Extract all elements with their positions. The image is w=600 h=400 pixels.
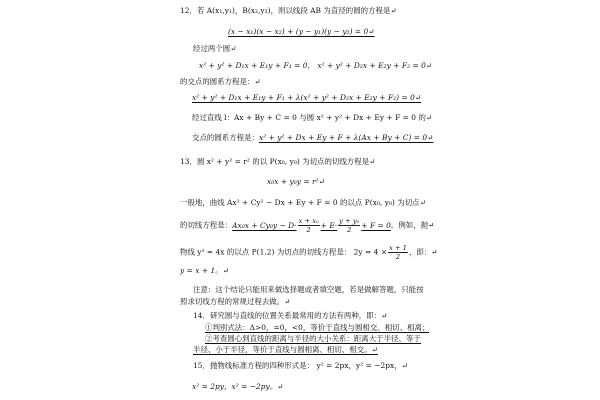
circle-system-equation-text: x² + y² + D₁x + E₁y + F₁ + λ(x² + y² + D₂x + E₂y + F₂) = 0↵ (192, 93, 422, 102)
item-14-method-2-text-1: ②考查圆心到直线的距离与半径的大小关系：距离大于半径、等于 (205, 334, 421, 343)
general-tangent-part-c: + F = 0 (361, 220, 391, 230)
general-tangent-label: 的切线方程是： (180, 220, 233, 230)
fraction-x-x0-denominator: 2 (306, 226, 311, 234)
parabola-tangent-result: y = x + 1。↵ (180, 266, 229, 275)
fraction-y-y0-numerator: y + y₀ (339, 217, 360, 225)
fraction-y-y0-denominator: 2 (347, 226, 352, 234)
item-14-method-1 (205, 323, 429, 332)
fraction-x-x0 (298, 217, 320, 234)
fraction-x-plus-1-denominator: 2 (395, 253, 401, 261)
fraction-x-plus-1 (388, 244, 408, 261)
item-15-heading: 15．抛物线标准方程的四种形式是： y² = 2px，y² = −2px，↵ (193, 361, 408, 370)
fraction-x-plus-1-numerator: x + 1 (389, 244, 407, 252)
circle-diameter-equation-text: (x − x₁)(x − x₂) + (y − y₁)(y − y₂) = 0↵ (228, 27, 375, 36)
fraction-y-y0 (338, 217, 360, 234)
item-14-method-2-text-2: 半径、小于半径，等价于直线与圆相离、相切、相交。↵ (193, 345, 378, 354)
general-tangent-line (180, 217, 434, 234)
parabola-example-text: 物线 y² = 4x 的以点 P(1,2) 为切点的切线方程是： 2y = 4 × (180, 247, 388, 257)
item-14-heading: 14．研究圆与直线的位置关系最常用的方法有两种，即：↵ (193, 311, 388, 320)
general-tangent-formula (232, 217, 391, 234)
line-circle-system-label: 交点的圆系方程是： (192, 133, 259, 142)
item-14-method-1-text: ①判别式法：Δ>0，=0，<0，等价于直线与圆相交、相切、相离； (205, 323, 430, 332)
general-tangent-part-a: Ax₀x + Cy₀y − D· (232, 220, 297, 230)
circle-system-equation (192, 93, 421, 102)
item-14-method-2-line-2 (193, 345, 378, 354)
item-13-heading: 13．圆 x² + y² = r² 的以 P(x₀, y₀) 为切点的切线方程是↵ (180, 157, 376, 166)
line-circle-sentence: 经过直线 l：Ax + By + C = 0 与圆 x² + y² + Dx + Ey + F = 0 的↵ (192, 113, 433, 122)
two-circles-label: 经过两个圆↵ (193, 44, 237, 53)
circle-diameter-equation (228, 27, 375, 36)
general-tangent-part-b: + E· (320, 220, 338, 230)
note-line-2: 照求切线方程的常规过程去做。↵ (180, 297, 291, 306)
general-tangent-example-lead: 。例如，抛↵ (390, 220, 435, 230)
parabola-example-line (180, 244, 438, 261)
item-12-heading: 12．若 A(x₁,y₁)，B(x₂,y₂)，则以线段 AB 为直径的圆的方程是↵ (180, 6, 397, 15)
circle-system-label: 的交点的圆系方程是：↵ (180, 77, 261, 86)
item-14-method-2-line-1 (205, 334, 421, 343)
line-circle-system (192, 133, 433, 142)
two-circles-equations: x² + y² + D₁x + E₁y + F₁ = 0， x² + y² + D₂x + E₂y + F₂ = 0↵ (199, 61, 433, 70)
note-line-1: 注意：这个结论只能用来做选择题或者填空题，若是做解答题，只能按 (193, 285, 424, 294)
item-15-forms: x² = 2py，x² = −2py。↵ (192, 382, 284, 391)
parabola-example-tail: ，即：↵ (408, 247, 438, 257)
line-circle-system-equation: x² + y² + Dx + Ey + F + λ(Ax + By + C) = 0↵ (258, 133, 434, 142)
tangent-equation: x₀x + y₀y = r²↵ (267, 177, 325, 186)
general-curve-sentence: 一般地，曲线 Ax² + Cy² − Dx + Ey + F = 0 的以点 P(x₀, y₀) 为切点↵ (180, 198, 426, 207)
fraction-x-x0-numerator: x + x₀ (298, 217, 319, 225)
